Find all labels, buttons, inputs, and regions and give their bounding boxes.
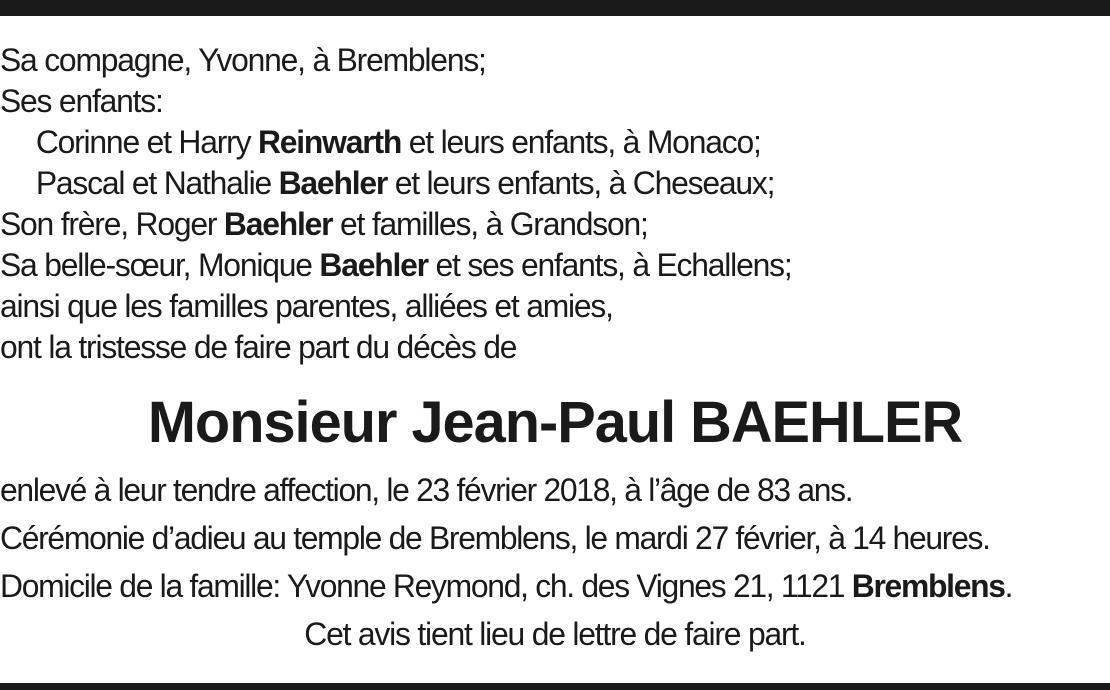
family-domicile xyxy=(0,562,1104,610)
brother-surname: Baehler xyxy=(223,206,333,242)
domicile-town: Bremblens xyxy=(851,568,1005,604)
deceased-name-heading: Monsieur Jean-Paul BAEHLER xyxy=(147,390,963,455)
family-line-partner xyxy=(0,40,1104,81)
family-line-brother xyxy=(0,204,1104,245)
sister-in-law-location: et ses enfants, à Echallens; xyxy=(427,247,792,283)
family-line-children-heading xyxy=(0,81,1104,122)
bottom-border-rule xyxy=(0,683,1110,690)
obituary-notice xyxy=(0,40,1110,658)
death-details-text: enlevé à leur tendre affection, le 23 février 2018, à l’âge de 83 ans. xyxy=(0,472,853,508)
domicile-address: Domicile de la famille: Yvonne Reymond, ch. des Vignes 21, 1121 xyxy=(0,568,852,604)
children-heading-text: Ses enfants: xyxy=(0,83,163,119)
announcement-text: ont la tristesse de faire part du décès de xyxy=(0,329,517,365)
ceremony-details xyxy=(0,514,1104,562)
child-1-surname: Reinwarth xyxy=(257,124,402,160)
family-line-child-2 xyxy=(0,163,1104,204)
child-2-surname: Baehler xyxy=(278,165,388,201)
child-2-location: et leurs enfants, à Cheseaux; xyxy=(387,165,775,201)
partner-text: Sa compagne, Yvonne, à Bremblens; xyxy=(0,42,486,78)
sister-in-law-given-name: Sa belle-sœur, Monique xyxy=(0,247,320,283)
family-line-announcement xyxy=(0,327,1104,368)
family-line-child-1 xyxy=(0,122,1104,163)
child-1-location: et leurs enfants, à Monaco; xyxy=(401,124,761,160)
family-line-sister-in-law xyxy=(0,245,1104,286)
domicile-period: . xyxy=(1004,568,1013,604)
child-1-given-names: Corinne et Harry xyxy=(35,124,258,160)
top-border-rule xyxy=(0,0,1110,16)
closing-statement: Cet avis tient lieu de lettre de faire part. xyxy=(304,616,806,652)
ceremony-details-text: Cérémonie d’adieu au temple de Bremblens, le mardi 27 février, à 14 heures. xyxy=(0,520,990,556)
child-2-given-names: Pascal et Nathalie xyxy=(35,165,279,201)
brother-given-name: Son frère, Roger xyxy=(0,206,224,242)
family-line-relatives xyxy=(0,286,1104,327)
relatives-text: ainsi que les familles parentes, alliées et amies, xyxy=(0,288,613,324)
sister-in-law-surname: Baehler xyxy=(319,247,428,283)
brother-location: et familles, à Grandson; xyxy=(332,206,648,242)
death-details xyxy=(0,466,1104,514)
